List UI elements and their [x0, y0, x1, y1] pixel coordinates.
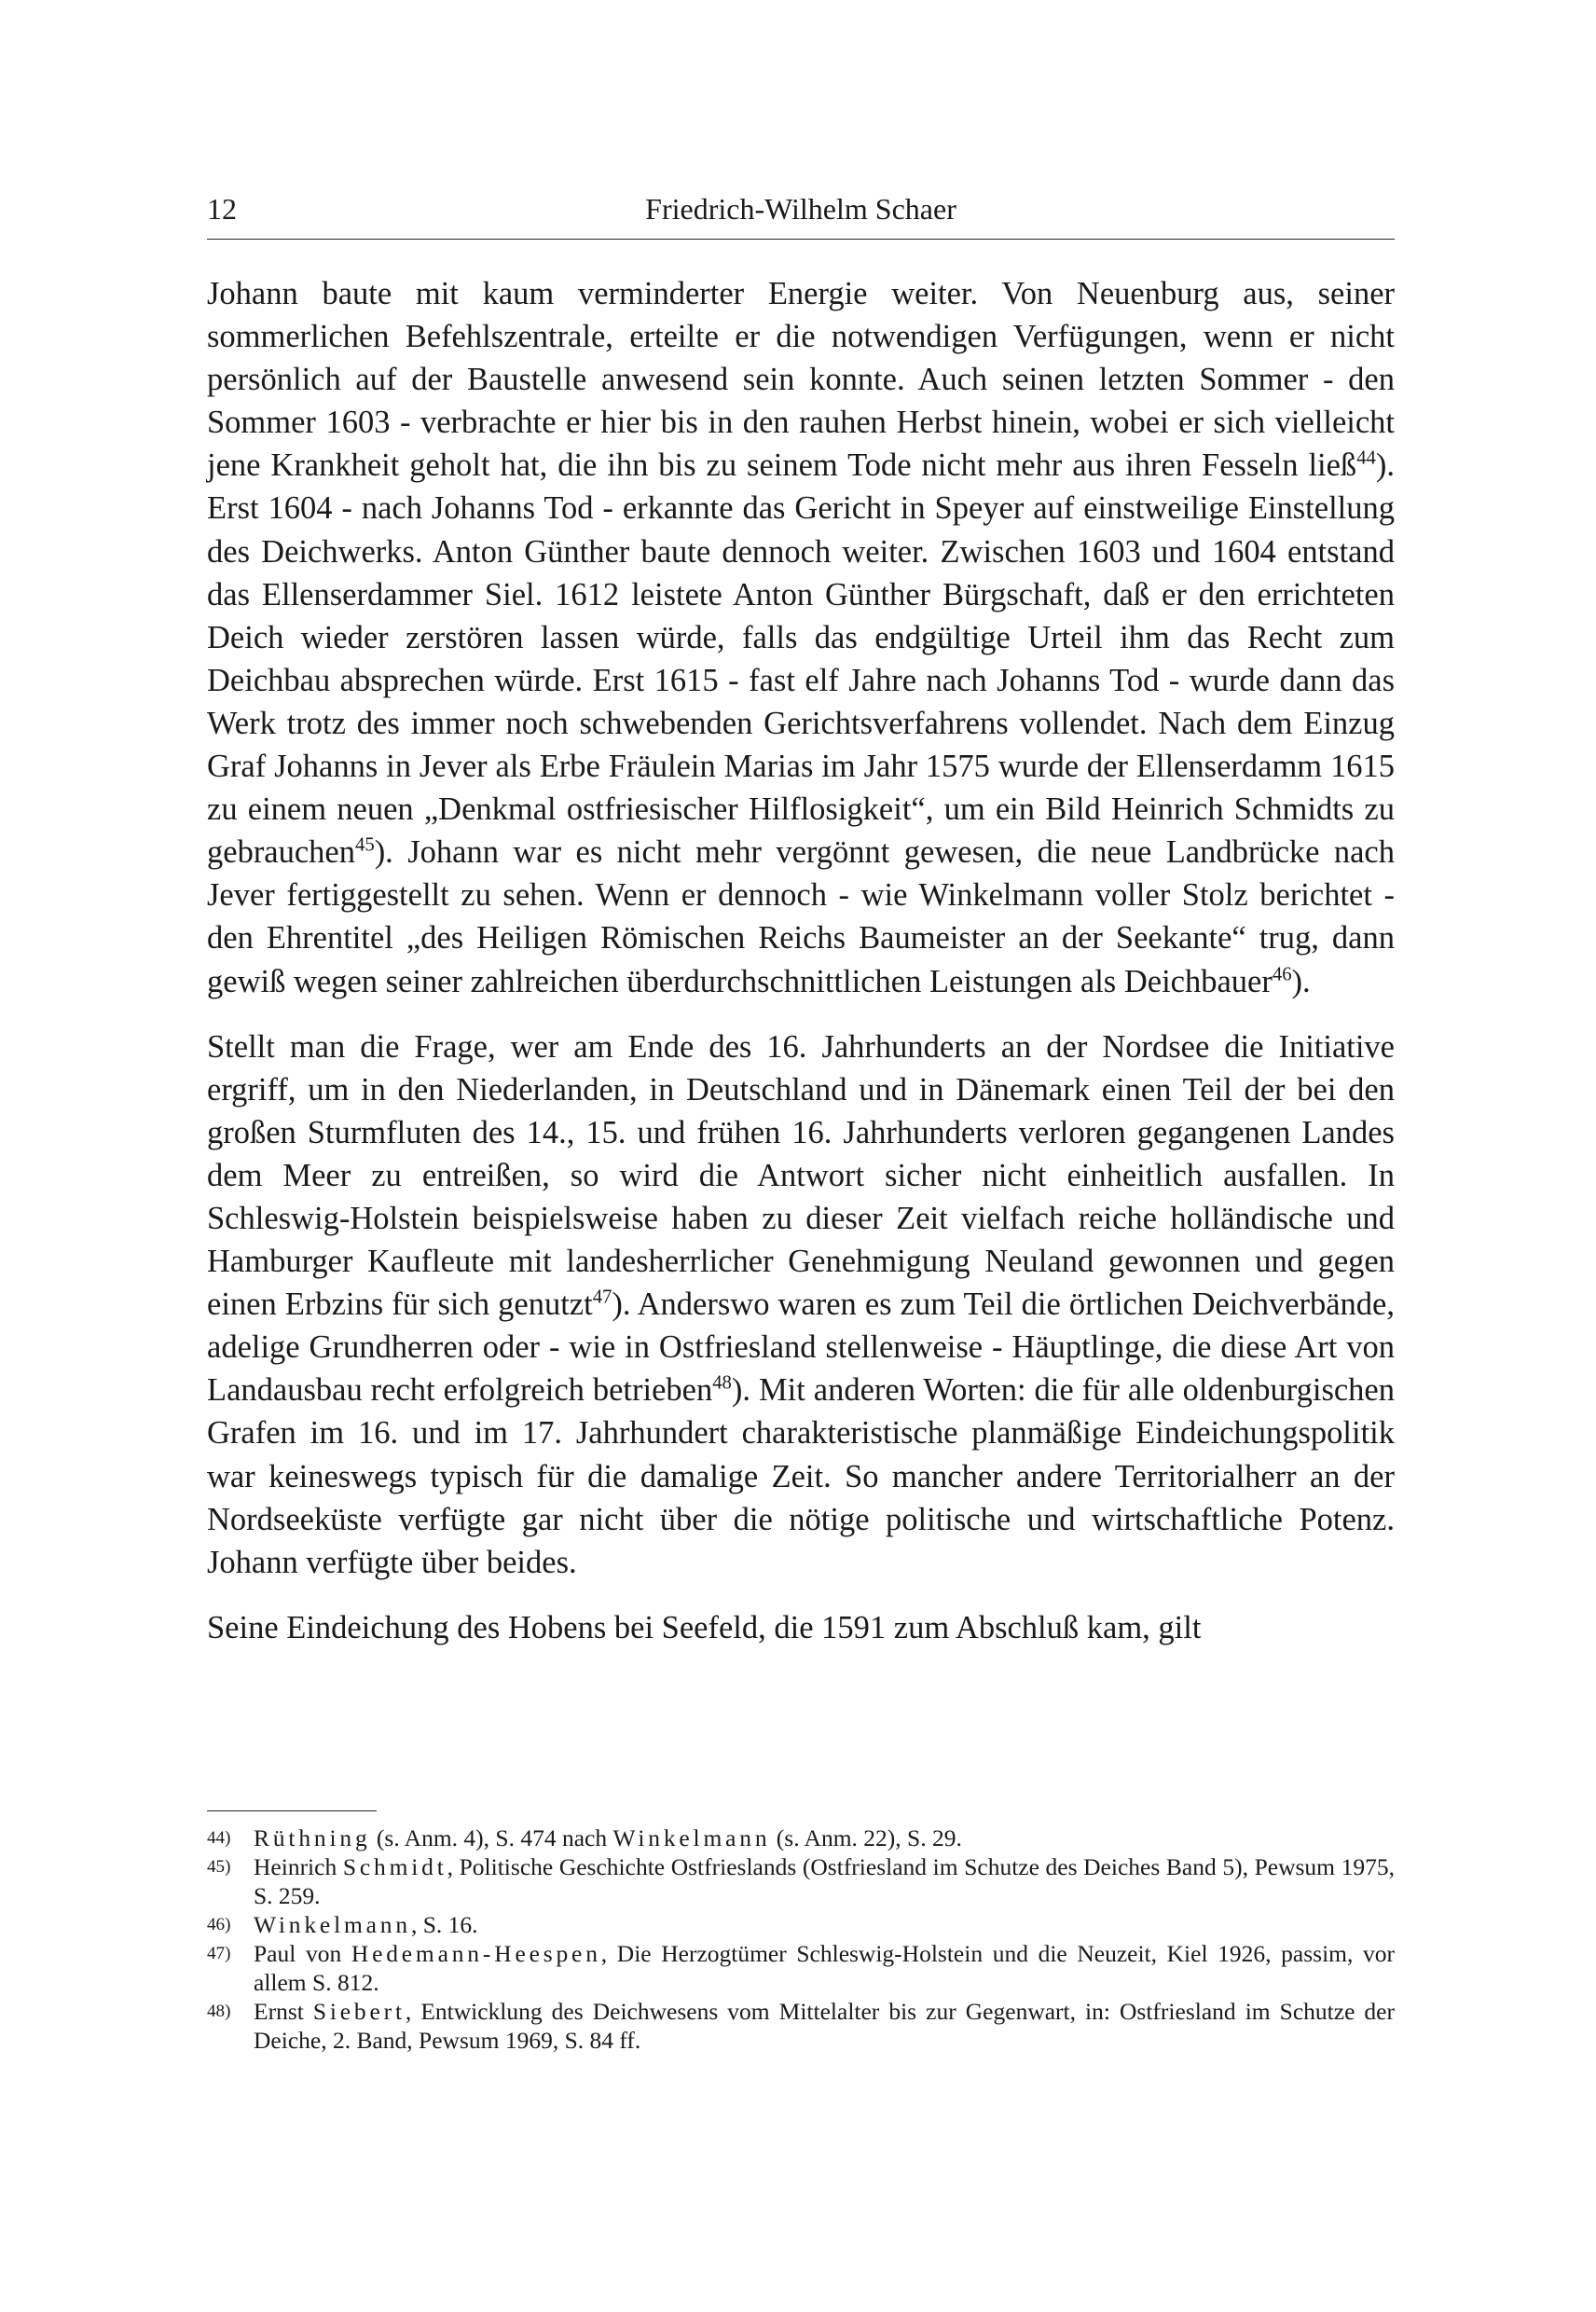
footnote-number: 45) [207, 1857, 231, 1877]
running-head [207, 186, 1395, 233]
footnote-reference: 48 [712, 1372, 732, 1394]
author-name: Siebert [312, 1998, 406, 2025]
footnote-rule [207, 1810, 377, 1811]
footnote [207, 1823, 1395, 1852]
text-run: Stellt man die Frage, wer am Ende des 16. Jahrhunderts an der Nordsee die Initiative ergriff, um in den Niederlanden, in Deutschland und in Dänemark einen Teil der bei den großen Sturmfluten des 14., 15. und frühen 16. Jahrhunderts verloren gegangenen Landes dem Meer zu entreißen, so wird die Antwort sicher nicht einheitlich ausfallen. In Schleswig-Holstein beispielsweise haben zu dieser Zeit vielfach reiche holländische und Hamburger Kaufleute mit landesherrlicher Genehmigung Neuland gewonnen und gegen einen Erbzins für sich genutzt [207, 1028, 1395, 1323]
footnote [207, 1910, 1395, 1939]
header-rule [207, 239, 1395, 240]
footnote [207, 1939, 1395, 1997]
book-page [207, 0, 1395, 2312]
footnote-text [254, 1852, 1395, 1910]
author-name: Hedemann-Heespen [351, 1940, 601, 1967]
paragraph [207, 272, 1395, 1003]
footnote-text [254, 1997, 1395, 2055]
footnote-reference: 44 [1356, 447, 1376, 469]
footnote [207, 1852, 1395, 1910]
author-name: Winkelmann [254, 1911, 411, 1938]
page-number: 12 [207, 192, 237, 226]
footnote-reference: 47 [592, 1287, 612, 1308]
footnote-text [254, 1910, 1395, 1939]
author-name: Schmidt [342, 1853, 447, 1880]
footnote [207, 1997, 1395, 2055]
text-run: ). [1291, 963, 1311, 999]
text-run: , Entwicklung des Deichwesens vom Mittelalter bis zur Gegenwart, in: Ostfriesland im Schutze der Deiche, 2. Band, Pewsum 1969, S. 84 ff. [254, 1998, 1395, 2054]
author-name: Winkelmann [612, 1824, 771, 1851]
running-title-author: Friedrich-Wilhelm Schaer [645, 192, 956, 226]
footnote-reference: 46 [1272, 964, 1292, 984]
text-run: , S. 16. [410, 1911, 478, 1938]
text-run: ). Erst 1604 - nach Johanns Tod - erkannte das Gericht in Speyer auf einstweilige Einstellung des Deichwerks. Anton Günther baute dennoch weiter. Zwischen 1603 und 1604 entstand das Ellenserdammer Siel. 1612 leistete Anton Günther Bürgschaft, daß er den errichteten Deich wieder zerstören lassen würde, falls das endgültige Urteil ihm das Recht zum Deichbau absprechen würde. Erst 1615 - fast elf Jahre nach Johanns Tod - wurde dann das Werk trotz des immer noch schwebenden Gerichtsverfahrens vollendet. Nach dem Einzug Graf Johanns in Jever als Erbe Fräulein Marias im Jahr 1575 wurde der Ellenserdamm 1615 zu einem neuen „Denkmal ostfriesischer Hilflosigkeit“, um ein Bild Heinrich Schmidts zu gebrauchen [207, 447, 1395, 871]
text-run: Seine Eindeichung des Hobens bei Seefeld, die 1591 zum Abschluß kam, gilt [207, 1609, 1202, 1645]
footnote-text [254, 1939, 1395, 1997]
text-run: Ernst [254, 1998, 313, 2025]
text-run: Johann baute mit kaum verminderter Energie weiter. Von Neuenburg aus, seiner sommerlichen Befehlszentrale, erteilte er die notwendigen Verfügungen, wenn er nicht persönlich auf der Baustelle anwesend sein konnte. Auch seinen letzten Sommer - den Sommer 1603 - verbrachte er hier bis in den rauhen Herbst hinein, wobei er sich vielleicht jene Krankheit geholt hat, die ihn bis zu seinem Tode nicht mehr aus ihren Fesseln ließ [207, 276, 1395, 484]
author-name: Rüthning [254, 1824, 371, 1851]
text-run: (s. Anm. 4), S. 474 nach [370, 1824, 613, 1851]
paragraph [207, 1025, 1395, 1584]
text-run: , Politische Geschichte Ostfrieslands (Ostfriesland im Schutze des Deiches Band 5), Pewsum 1975, S. 259. [254, 1853, 1395, 1909]
text-run: Paul von [254, 1940, 351, 1967]
footnote-number: 44) [207, 1828, 231, 1848]
text-run: ). Mit anderen Worten: die für alle oldenburgischen Grafen im 16. und im 17. Jahrhundert charakteristische planmäßige Eindeichungspolitik war keineswegs typisch für die damalige Zeit. So mancher andere Territorialherr an der Nordseeküste verfügte gar nicht über die nötige politische und wirtschaftliche Potenz. Johann verfügte über beides. [207, 1372, 1395, 1580]
text-run: Heinrich [254, 1853, 343, 1880]
body-text [207, 272, 1395, 1672]
footnote-number: 47) [207, 1944, 231, 1963]
footnote-reference: 45 [355, 834, 375, 856]
paragraph [207, 1606, 1395, 1649]
footnote-number: 46) [207, 1915, 231, 1934]
text-run: ). Johann war es nicht mehr vergönnt gewesen, die neue Landbrücke nach Jever fertiggestellt zu sehen. Wenn er dennoch - wie Winkelmann voller Stolz berichtet - den Ehrentitel „des Heiligen Römischen Reichs Baumeister an der Seekante“ trug, dann gewiß wegen seiner zahlreichen überdurchschnittlichen Leistungen als Deichbauer [207, 834, 1395, 999]
footnote-number: 48) [207, 2002, 231, 2021]
text-run: , Die Herzogtümer Schleswig-Holstein und die Neuzeit, Kiel 1926, passim, vor allem S. 812. [254, 1940, 1395, 1996]
footnote-text [254, 1823, 1395, 1852]
text-run: ). Anderswo waren es zum Teil die örtlichen Deichverbände, adelige Grundherren oder - wie in Ostfriesland stellenweise - Häuptlinge, die diese Art von Landausbau recht erfolgreich betrieben [207, 1287, 1395, 1409]
footnotes [207, 1823, 1395, 2055]
text-run: (s. Anm. 22), S. 29. [770, 1824, 962, 1851]
